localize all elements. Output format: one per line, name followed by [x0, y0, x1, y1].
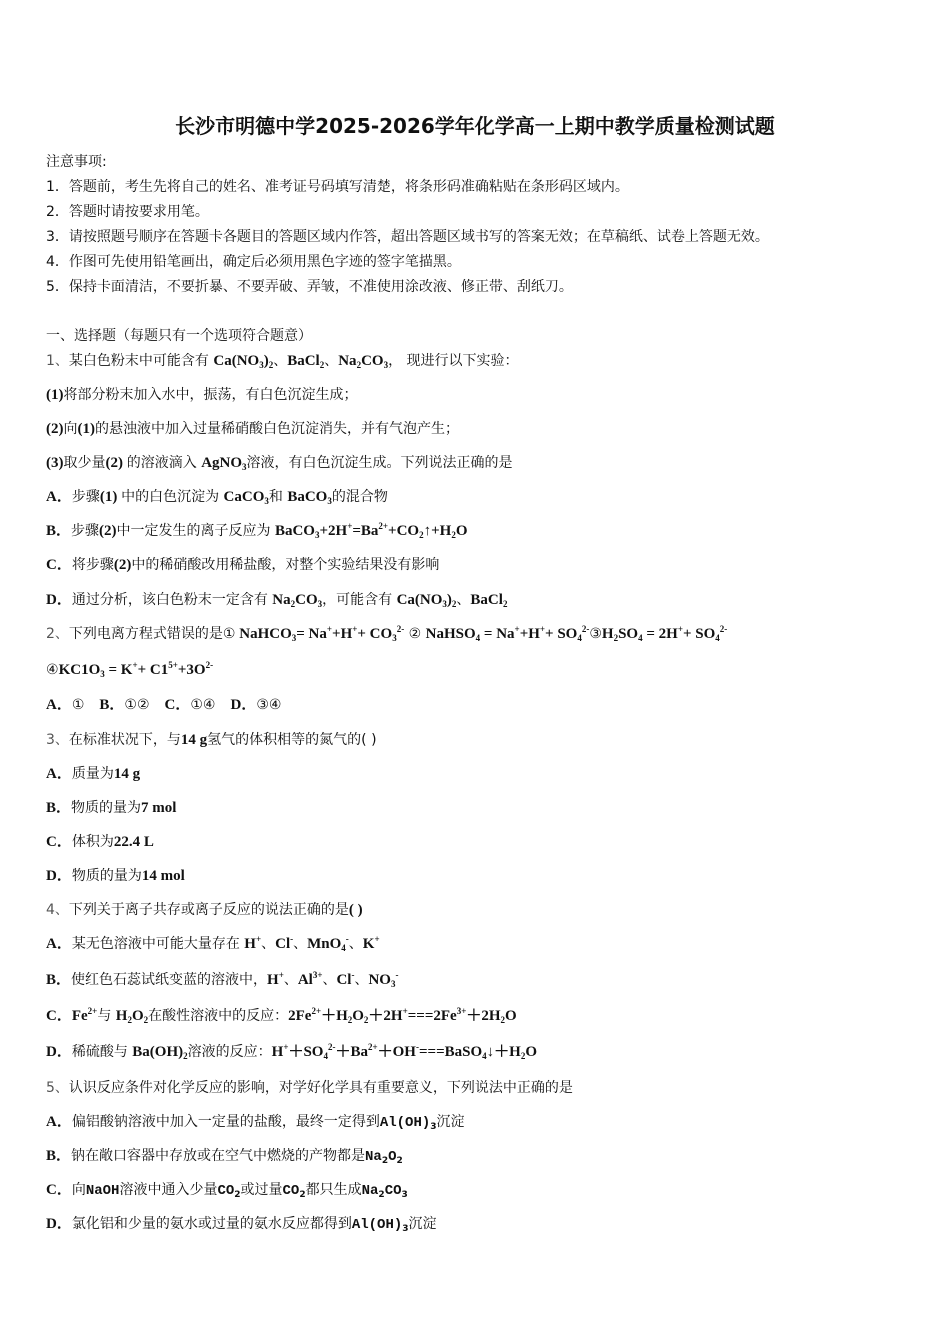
notice-item: 5．保持卡面清洁，不要折暴、不要弄破、弄皱，不准使用涂改液、修正带、刮纸刀。: [46, 279, 573, 295]
notice-item: 4．作图可先使用铅笔画出，确定后必须用黑色字迹的签字笔描黑。: [46, 254, 461, 270]
question-number: 3、: [46, 732, 69, 748]
question-1-option-b[interactable]: B．步骤(2)中一定发生的离子反应为 $BaCO_3+2H^+=Ba^{2+}+CO_2↑+H_2O$: [46, 521, 468, 540]
question-1-option-c[interactable]: C．将步骤(2)中的稀硝酸改用稀盐酸，对整个实验结果没有影响: [46, 557, 440, 573]
notice-heading: 注意事项:: [46, 154, 107, 170]
question-1-step-2: (2)向(1)的悬浊液中加入过量稀硝酸白色沉淀消失，并有气泡产生；: [46, 421, 459, 437]
question-1-option-d[interactable]: D．通过分析，该白色粉末一定含有 $Na_2CO_3$，可能含有 $Ca(NO_3)_2$、BaCl$_2$: [46, 592, 508, 609]
section-heading: 一、选择题（每题只有一个选项符合题意）: [46, 328, 312, 344]
question-1-stem: 1、某白色粉末中可能含有 $Ca(NO_3)_2$、BaCl$_2$、$Na_2CO_3$， 现进行以下实验：: [46, 353, 519, 370]
notice-item: 3．请按照题号顺序在答题卡各题目的答题区域内作答，超出答题区域书写的答案无效；在草稿纸、试卷上答题无效。: [46, 229, 769, 245]
question-number: 1、: [46, 353, 69, 369]
question-3-option-c[interactable]: C．体积为22.4 L: [46, 834, 154, 850]
question-3-option-a[interactable]: A．质量为14 g: [46, 766, 141, 782]
question-number: 2、: [46, 626, 69, 642]
question-3-option-b[interactable]: B．物质的量为7 mol: [46, 800, 177, 816]
question-2-option-d[interactable]: D．③④: [230, 697, 282, 713]
question-4-option-c[interactable]: C．$Fe^{2+}$与 $H_2O_2$在酸性溶液中的反应：$2Fe^{2+}+H_2O_2+2H^+===2Fe^{3+}+2H_2O$: [46, 1006, 517, 1025]
question-2-options: [46, 695, 281, 715]
question-5-option-b[interactable]: B．钠在敞口容器中存放或在空气中燃烧的产物都是$Na_2O_2$: [46, 1148, 403, 1166]
question-5-option-c[interactable]: C．向NaOH溶液中通入少量$CO_2$或过量$CO_2$都只生成$Na_2CO_3$: [46, 1182, 408, 1200]
question-2-option-b[interactable]: B．①②: [99, 697, 150, 713]
question-3-option-d[interactable]: D．物质的量为14 mol: [46, 868, 185, 884]
question-2-option-a[interactable]: A．①: [46, 697, 85, 713]
question-5-stem: 5、认识反应条件对化学反应的影响，对学好化学具有重要意义，下列说法中正确的是: [46, 1080, 573, 1096]
page-title: 长沙市明德中学2025-2026学年化学高一上期中教学质量检测试题: [175, 114, 775, 138]
question-5-option-a[interactable]: A．偏铝酸钠溶液中加入一定量的盐酸，最终一定得到$Al(OH)_3$沉淀: [46, 1114, 465, 1132]
question-4-option-b[interactable]: B．使红色石蕊试纸变蓝的溶液中，H+、$Al^{3+}$、Cl-、$NO_3^-$: [46, 970, 399, 989]
question-3-stem: 3、在标准状况下，与14 g氢气的体积相等的氮气的( ): [46, 732, 377, 748]
question-number: 5、: [46, 1080, 69, 1096]
question-4-option-a[interactable]: A．某无色溶液中可能大量存在 H+、Cl-、MnO$_4$-、K+: [46, 934, 380, 953]
question-2-stem-line2: $④KC1O_3 = K^++ C1^{5+}+3O^{2-}$: [46, 660, 214, 679]
question-1-option-a[interactable]: A．步骤(1) 中的白色沉淀为 CaCO$_3$和 BaCO$_3$的混合物: [46, 489, 388, 506]
question-5-option-d[interactable]: D．氯化铝和少量的氨水或过量的氨水反应都得到$Al(OH)_3$沉淀: [46, 1216, 437, 1234]
question-number: 4、: [46, 902, 69, 918]
question-2-option-c[interactable]: C．①④: [164, 697, 216, 713]
notice-item: 1．答题前，考生先将自己的姓名、准考证号码填写清楚，将条形码准确粘贴在条形码区域内。: [46, 179, 629, 195]
question-4-stem: 4、下列关于离子共存或离子反应的说法正确的是( ): [46, 902, 363, 918]
question-1-step-1: (1)将部分粉末加入水中，振荡，有白色沉淀生成；: [46, 387, 358, 403]
question-4-option-d[interactable]: D．稀硫酸与 $Ba(OH)_2$溶液的反应：$H^++SO_4^{2-}+Ba^{2+}+OH^-===BaSO_4↓+H_2O$: [46, 1042, 537, 1061]
notice-item: 2．答题时请按要求用笔。: [46, 204, 209, 220]
question-2-stem: 2、下列电离方程式错误的是① NaHCO$_3$= $Na^++H^++ CO_3^{2-}$ ② NaHSO$_4$ = $Na^++H^++ SO_4^{2-}③H_2SO_4 = 2H^++ SO_4^{2-}$: [46, 624, 728, 643]
question-1-step-3: (3)取少量(2) 的溶液滴入 AgNO$_3$溶液，有白色沉淀生成。下列说法正确的是: [46, 455, 513, 472]
